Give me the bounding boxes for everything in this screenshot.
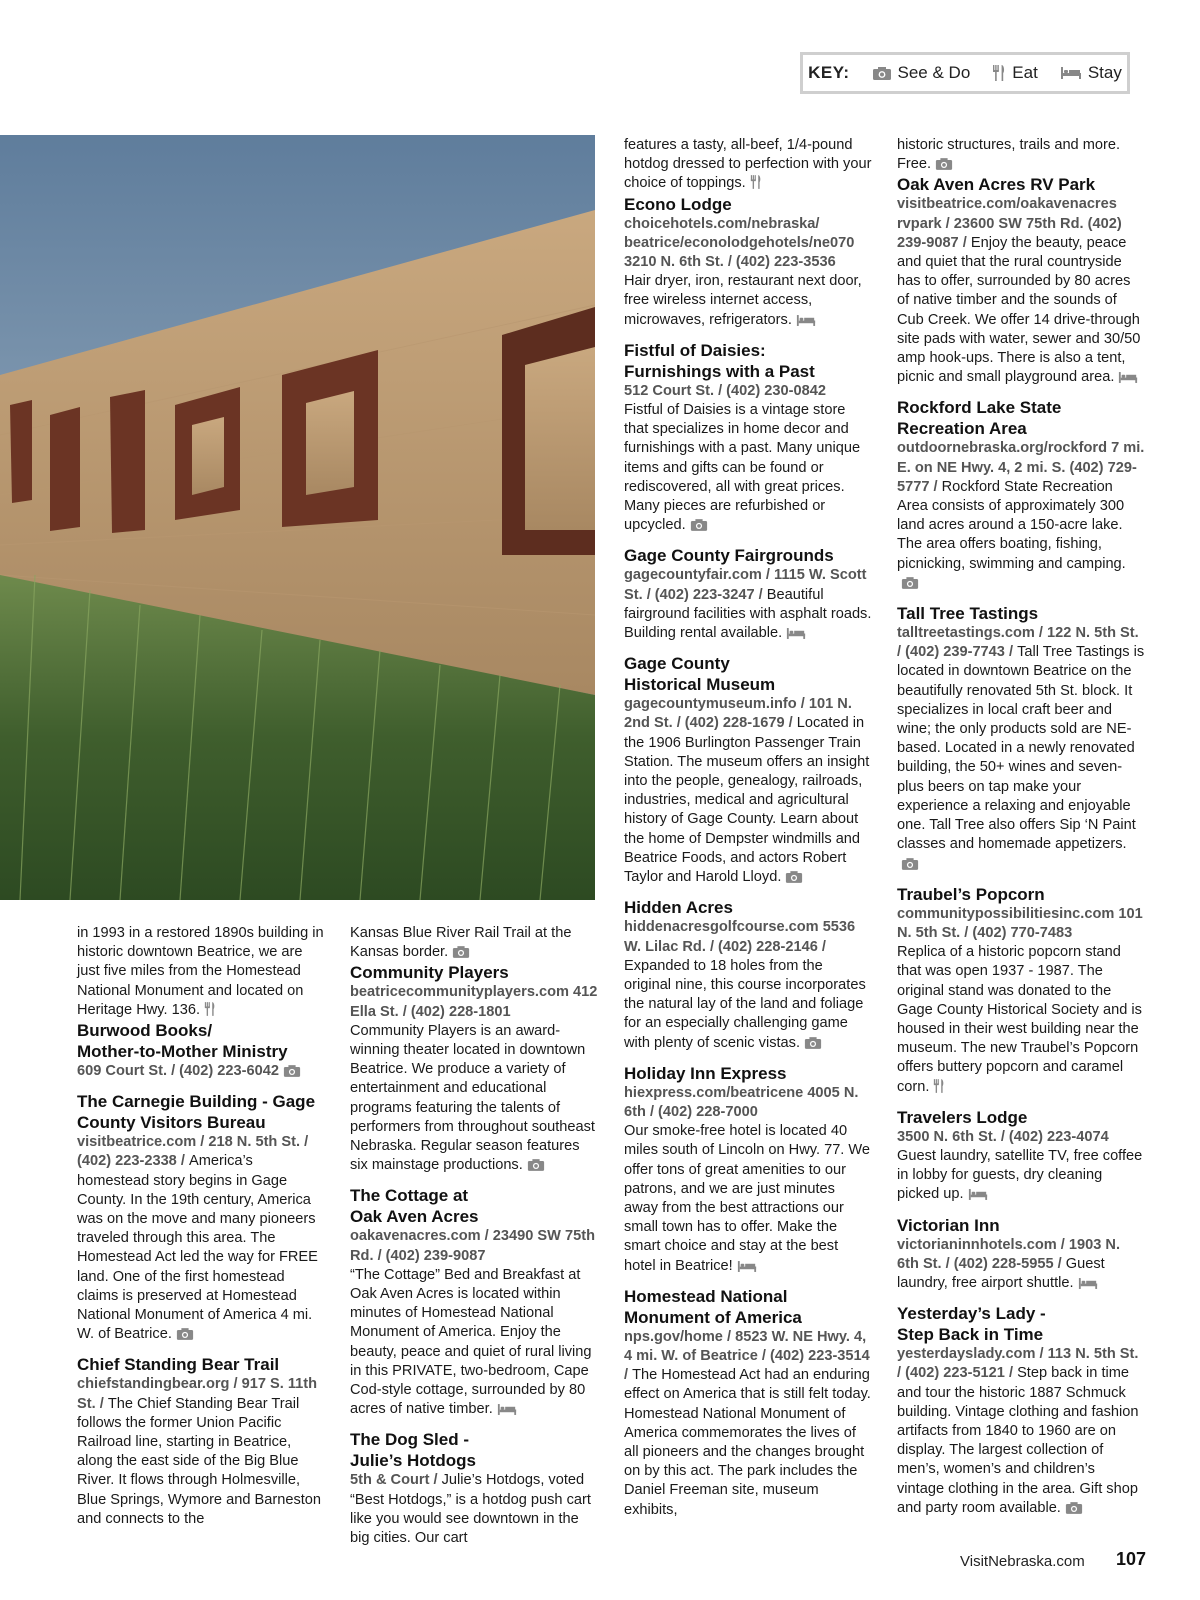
listing-title: Hidden Acres	[624, 898, 733, 918]
listing-info: 512 Court St. / (402) 230-0842	[624, 382, 826, 399]
listing-description: The Chief Standing Bear Trail follows the former Union Pacific Railroad line, starting in Beatrice, along the east side of the Big Blue River. It flows through Holmesville, Blue Springs, Wymore and Barneston and connects to the	[77, 1395, 322, 1527]
listing-title: Yesterday’s Lady - Step Back in Time	[897, 1304, 1046, 1345]
continued-text: historic structures, trails and more. Free.	[897, 137, 1121, 173]
bed-icon	[497, 1403, 517, 1416]
key-stay	[1060, 63, 1122, 83]
camera-icon	[804, 1036, 822, 1050]
column-4	[897, 136, 1145, 1528]
listing-info: oakavenacres.com / 23490 SW 75th Rd. / (402) 239-9087	[350, 1228, 595, 1264]
listing-carnegie-building	[77, 1091, 325, 1344]
listing-description: “The Cottage” Bed and Breakfast at Oak Aven Acres is located within minutes of Homestead National Monument of America. Enjoy the beauty, peace and quiet of rural living in this PRIVATE, two-bedroom, Cape Cod-style cottage, surrounded by 80 acres of native timber.	[350, 1266, 592, 1418]
listing-burwood-books	[77, 1020, 325, 1081]
listing-title: Travelers Lodge	[897, 1107, 1028, 1127]
listing-description: Step back in time and tour the historic 1887 Schmuck building. Vintage clothing and fashion artifacts from 1840 to 1960 are on display. The largest collection of men’s, women’s and children’s vintage clothing in the area. Gift shop and party room available.	[897, 1365, 1139, 1516]
camera-icon	[527, 1158, 545, 1172]
column-1	[77, 924, 325, 1539]
bed-icon	[968, 1188, 988, 1201]
listing-description: Julie’s Hotdogs, voted “Best Hotdogs,” is a hotdog push cart like you would see downtown in the big cities. Our cart	[350, 1472, 591, 1547]
camera-icon	[935, 157, 953, 171]
camera-icon	[1065, 1501, 1083, 1515]
listing-info: talltreetastings.com / 122 N. 5th St. / (402) 239-7743 /	[897, 625, 1139, 661]
fork-knife-icon	[992, 64, 1006, 82]
listing-description: Community Players is an award-winning theater located in downtown Beatrice. We produce a variety of entertainment and educational programs featuring the talents of performers from throughout southeast Nebraska. Regular season features six mainstage productions.	[350, 1022, 595, 1174]
listing-rockford-lake	[897, 397, 1145, 593]
camera-icon	[176, 1327, 194, 1341]
listing-description: America’s homestead story begins in Gage County. In the 19th century, America was on the move and many pioneers traveled through this area. The Homestead Act led the way for FREE land. One of the first homestead claims is preserved at Homestead National Monument of America 4 mi. W. of Beatrice.	[77, 1153, 318, 1343]
listing-description: Beautiful fairground facilities with asphalt roads. Building rental available.	[624, 586, 872, 642]
listing-travelers-lodge	[897, 1107, 1145, 1205]
key-see-do-label: See & Do	[897, 63, 971, 82]
bed-icon	[786, 627, 806, 640]
listing-info: outdoornebraska.org/rockford 7 mi. E. on NE Hwy. 4, 2 mi. S. (402) 729-5777 /	[897, 440, 1145, 495]
bed-icon	[796, 314, 816, 327]
listing-holiday-inn-express	[624, 1063, 872, 1276]
listing-tall-tree-tastings	[897, 603, 1145, 874]
listing-info: visitbeatrice.com/oakavenacres rvpark / 23600 SW 75th Rd. (402) 239-9087 /	[897, 196, 1122, 251]
key-stay-label: Stay	[1087, 63, 1122, 82]
continued-text: in 1993 in a restored 1890s building in historic downtown Beatrice, we are just five miles from the Homestead National Monument and located on Heritage Hwy. 136.	[77, 925, 324, 1018]
column-3	[624, 136, 872, 1530]
listing-title: Econo Lodge	[624, 194, 732, 214]
listing-title: Fistful of Daisies: Furnishings with a Past	[624, 340, 815, 381]
fork-knife-icon	[204, 1001, 216, 1017]
listing-title: The Cottage at Oak Aven Acres	[350, 1186, 479, 1227]
listing-hidden-acres	[624, 897, 872, 1052]
listing-description: Enjoy the beauty, peace and quiet that the rural countryside has to offer, surrounded by 80 acres of native timber and the sounds of Cub Creek. We offer 14 drive-through site pads with water, sewer and 30/50 amp hook-ups. There is also a tent, picnic and small playground area.	[897, 234, 1141, 386]
listing-title: Rockford Lake State Recreation Area	[897, 398, 1062, 439]
listing-description: Tall Tree Tastings is located in downtown Beatrice on the beautifully renovated 5th St. block. It specializes in local craft beer and wine; the only products sold are NE-based. Located in a newly renovated building, the 50+ wines and seven-plus beers on tap make your experience a relaxing and enjoyable one. Tall Tree also offers Sip ‘N Paint classes and homemade appetizers.	[897, 644, 1145, 853]
listing-oak-aven-acres-rv-park	[897, 174, 1145, 387]
listing-the-cottage	[350, 1185, 598, 1419]
listing-gage-county-fairgrounds	[624, 545, 872, 643]
listing-info: gagecountymuseum.info / 101 N. 2nd St. / (402) 228-1679 /	[624, 696, 852, 732]
fork-knife-icon	[933, 1078, 945, 1094]
listing-fistful-of-daisies	[624, 340, 872, 536]
listing-description: Located in the 1906 Burlington Passenger Train Station. The museum offers an insight into the people, genealogy, railroads, industries, medical and agricultural history of Gage County. Learn about the home of Dempster windmills and Beatrice Foods, and actors Robert Taylor and Harold Lloyd.	[624, 715, 870, 886]
listing-the-dog-sled	[350, 1429, 598, 1548]
listing-title: The Dog Sled - Julie’s Hotdogs	[350, 1430, 476, 1471]
listing-title: The Carnegie Building - Gage County Visitors Bureau	[77, 1092, 316, 1133]
camera-icon	[283, 1064, 301, 1078]
camera-icon	[872, 66, 892, 81]
camera-icon	[690, 518, 708, 532]
key-label: KEY:	[808, 63, 850, 82]
listing-info: beatricecommunityplayers.com 412 Ella St. / (402) 228-1801	[350, 984, 598, 1020]
listing-title: Community Players	[350, 963, 509, 983]
listing-info: chiefstandingbear.org / 917 S. 11th St. /	[77, 1376, 318, 1412]
listing-info: hiexpress.com/beatricene 4005 N. 6th / (402) 228-7000	[624, 1084, 859, 1120]
listing-description: Hair dryer, iron, restaurant next door, free wireless internet access, microwaves, refrigerators.	[624, 273, 862, 328]
bed-icon	[1078, 1277, 1098, 1290]
listing-description: Replica of a historic popcorn stand that was open 1937 - 1987. The original stand was donated to the Gage County Historical Society and is housed in their west building near the museum. The new Traubel’s Popcorn offers buttery popcorn and caramel corn.	[897, 944, 1142, 1095]
continued-text: Kansas Blue River Rail Trail at the Kansas border.	[350, 925, 572, 961]
listing-info: yesterdayslady.com / 113 N. 5th St. / (402) 223-5121 /	[897, 1346, 1139, 1382]
listing-title: Tall Tree Tastings	[897, 604, 1039, 624]
camera-icon	[901, 857, 919, 871]
listing-yesterdays-lady	[897, 1303, 1145, 1518]
listing-info: 3500 N. 6th St. / (402) 223-4074	[897, 1128, 1109, 1145]
listing-title: Oak Aven Acres RV Park	[897, 175, 1096, 195]
listing-traubels-popcorn	[897, 884, 1145, 1097]
legend-key	[800, 52, 1130, 94]
listing-description: Fistful of Daisies is a vintage store that specializes in home decor and furnishings with a past. Many unique items and gifts can be found or rediscovered, all with great prices. Many pieces are refurbished or upcycled.	[624, 402, 861, 534]
listing-title: Burwood Books/ Mother-to-Mother Ministry	[77, 1021, 288, 1062]
listing-title: Homestead National Monument of America	[624, 1286, 802, 1327]
listing-community-players	[350, 962, 598, 1175]
listing-econo-lodge	[624, 194, 872, 330]
key-eat	[992, 63, 1038, 83]
bed-icon	[737, 1260, 757, 1273]
listing-title: Chief Standing Bear Trail	[77, 1355, 280, 1375]
listing-description: Guest laundry, free airport shuttle.	[897, 1255, 1105, 1291]
listing-victorian-inn	[897, 1215, 1145, 1294]
fork-knife-icon	[750, 174, 762, 190]
camera-icon	[901, 576, 919, 590]
column-2	[350, 924, 598, 1558]
listing-description: Guest laundry, satellite TV, free coffee in lobby for guests, dry cleaning picked up.	[897, 1147, 1143, 1203]
listing-info: communitypossibilitiesinc.com 101 N. 5th St. / (402) 770-7483	[897, 905, 1143, 941]
key-eat-label: Eat	[1012, 63, 1038, 82]
listing-info: visitbeatrice.com / 218 N. 5th St. / (402) 223-2338 /	[77, 1134, 309, 1170]
camera-icon	[452, 945, 470, 959]
sculpture-wall-photo	[0, 135, 595, 900]
listing-description: Expanded to 18 holes from the original nine, this course incorporates the natural lay of the land and foliage for an especially challenging game with plenty of scenic vistas.	[624, 957, 866, 1051]
listing-info: nps.gov/home / 8523 W. NE Hwy. 4, 4 mi. W. of Beatrice / (402) 223-3514 /	[624, 1328, 870, 1384]
listing-gage-county-historical-museum	[624, 653, 872, 887]
listing-info: hiddenacresgolfcourse.com 5536 W. Lilac Rd. / (402) 228-2146 /	[624, 919, 856, 955]
listing-info: gagecountyfair.com / 1115 W. Scott St. / (402) 223-3247 /	[624, 567, 867, 603]
continued-text: features a tasty, all-beef, 1/4-pound hotdog dressed to perfection with your choice of toppings.	[624, 137, 872, 192]
page-number: 107	[1116, 1549, 1147, 1569]
listing-info: choicehotels.com/nebraska/ beatrice/econolodgehotels/ne070 3210 N. 6th St. / (402) 223-3536	[624, 215, 855, 271]
listing-description: The Homestead Act had an enduring effect on America that is still felt today. Homestead National Monument of America commemorates the lives of all pioneers and the changes brought on by this act. The park includes the Daniel Freeman site, museum exhibits,	[624, 1367, 871, 1518]
listing-info: 5th & Court /	[350, 1472, 442, 1489]
bed-icon	[1118, 371, 1138, 384]
listing-title: Gage County Historical Museum	[624, 654, 776, 695]
listing-chief-standing-bear-trail	[77, 1354, 325, 1529]
listing-title: Holiday Inn Express	[624, 1063, 787, 1083]
listing-title: Gage County Fairgrounds	[624, 546, 834, 566]
listing-info: victorianinnhotels.com / 1903 N. 6th St. / (402) 228-5955 /	[897, 1236, 1121, 1272]
listing-homestead-national-monument	[624, 1286, 872, 1520]
listing-description: Our smoke-free hotel is located 40 miles south of Lincoln on Hwy. 77. We offer tons of great amenities to our patrons, and we are just minutes away from the best attractions our small town has to offer. Make the smart choice and stay at the best hotel in Beatrice!	[624, 1123, 871, 1274]
footer-website: VisitNebraska.com	[960, 1553, 1085, 1570]
listing-info: 609 Court St. / (402) 223-6042	[77, 1063, 279, 1080]
listing-title: Victorian Inn	[897, 1215, 1000, 1235]
key-see-do	[872, 63, 971, 83]
listing-description: Rockford State Recreation Area consists of approximately 300 land acres around a 150-acre lake. The area offers boating, fishing, picnicking, swimming and camping.	[897, 478, 1126, 572]
listing-title: Traubel’s Popcorn	[897, 884, 1045, 904]
camera-icon	[785, 870, 803, 884]
bed-icon	[1060, 66, 1082, 80]
